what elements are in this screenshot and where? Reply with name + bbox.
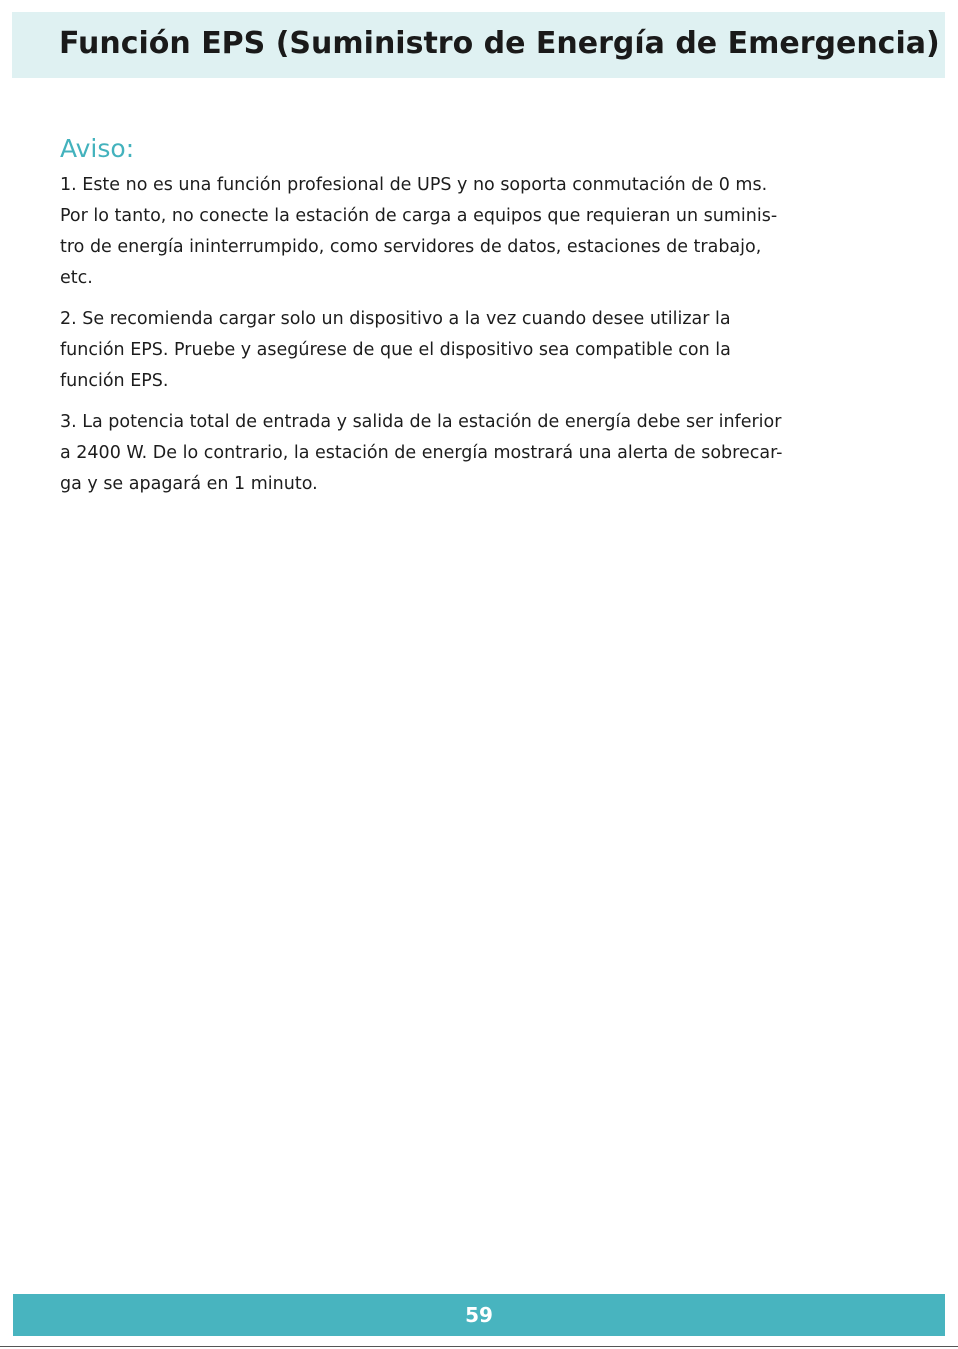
- page-title: Función EPS (Suministro de Energía de Emergencia): [59, 26, 940, 61]
- page-number: 59: [465, 1303, 493, 1327]
- notice-item-3: [60, 407, 900, 500]
- notice-heading: Aviso:: [60, 134, 135, 163]
- notice-line: función EPS.: [60, 371, 169, 391]
- footer-bar: [13, 1294, 945, 1336]
- notice-line: 2. Se recomienda cargar solo un dispositivo a la vez cuando desee utilizar la: [60, 309, 731, 329]
- notice-line: función EPS. Pruebe y asegúrese de que el dispositivo sea compatible con la: [60, 340, 731, 360]
- notice-section: [60, 132, 900, 510]
- title-bar: [12, 12, 945, 78]
- notice-line: etc.: [60, 268, 93, 288]
- notice-line: ga y se apagará en 1 minuto.: [60, 474, 318, 494]
- bottom-divider: [0, 1346, 958, 1347]
- notice-item-1: [60, 170, 900, 294]
- notice-line: Por lo tanto, no conecte la estación de carga a equipos que requieran un suminis-: [60, 206, 778, 226]
- notice-line: 1. Este no es una función profesional de UPS y no soporta conmutación de 0 ms.: [60, 175, 768, 195]
- notice-item-2: [60, 304, 900, 397]
- notice-line: tro de energía ininterrumpido, como servidores de datos, estaciones de trabajo,: [60, 237, 762, 257]
- notice-line: a 2400 W. De lo contrario, la estación de energía mostrará una alerta de sobrecar-: [60, 443, 783, 463]
- notice-line: 3. La potencia total de entrada y salida de la estación de energía debe ser inferior: [60, 412, 782, 432]
